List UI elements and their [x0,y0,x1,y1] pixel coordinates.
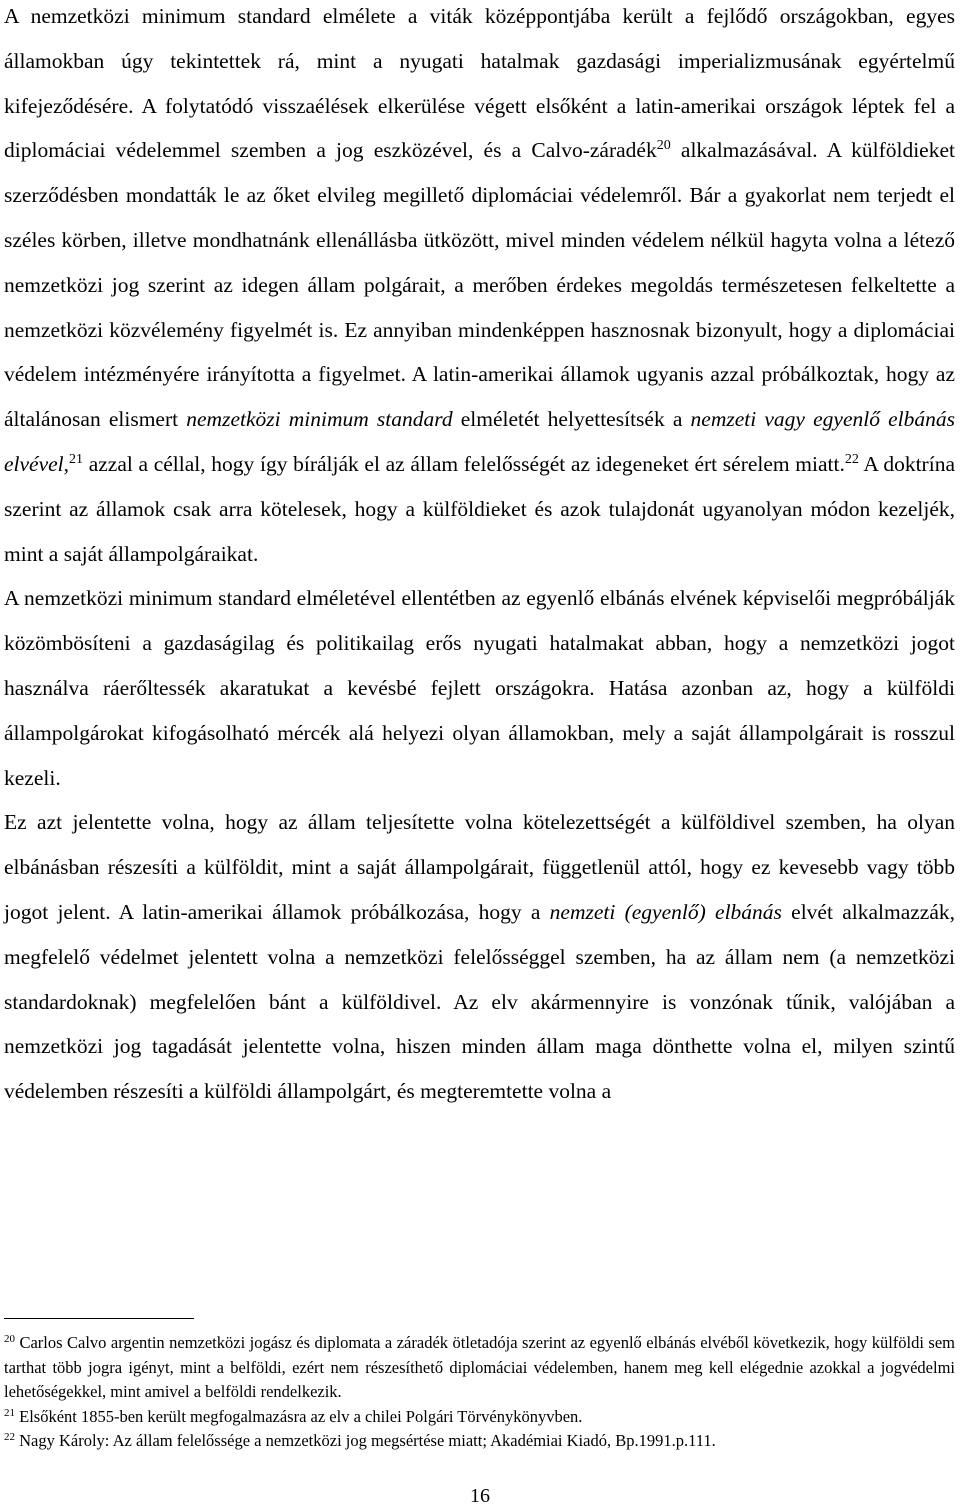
body-text [4,0,955,1114]
footnote-reference: 22 [844,451,859,467]
footnote-number: 20 [4,1333,15,1345]
paragraph-text: azzal a céllal, hogy így bírálják el az állam felelősségét az idegeneket ért sérelem miatt. [83,451,845,476]
footnotes [4,1331,955,1454]
body-paragraph [4,800,955,1114]
footnote-reference: 21 [69,451,84,467]
footnote-text: Elsőként 1855-ben került megfogalmazásra az elv a chilei Polgári Törvénykönyvben. [15,1406,583,1426]
footnote-text: Carlos Calvo argentin nemzetközi jogász és diplomata a záradék ötletadója szerint az egyenlő elbánás elvéből következik, hogy külföldi sem tarthat több jogra igényt, mint a belföldi, ezért nem részesíthető diplomáciai védelemben, hanem meg kell elégednie azokkal a jogvédelmi lehetőségekkel, mint amivel a belföldi rendelkezik. [4,1333,955,1401]
body-paragraph [4,0,955,576]
footnote-number: 21 [4,1406,15,1419]
paragraph-text: A doktrína szerint az államok csak arra kötelesek, hogy a külföldieket és azok tulajdonát ugyanolyan módon kezeljék, mint a saját állampolgáraikat. [4,451,955,566]
paragraph-text: elvét alkalmazzák, megfelelő védelmet jelentett volna a nemzetközi felelősséggel szemben, ha az állam nem (a nemzetközi standardoknak) megfelelően bánt a külföldivel. Az elv akármennyire is vonzónak tűnik, valójában a nemzetközi jog tagadását jelentette volna, hiszen minden állam maga dönthette volna el, milyen szintű védelemben részesíti a külföldi állampolgárt, és megteremtette volna a [4,899,955,1104]
page-number: 16 [470,1485,490,1507]
emphasized-text: nemzeti (egyenlő) elbánás [549,899,782,924]
paragraph-text: A nemzetközi minimum standard elmélete a viták középpontjába került a fejlődő országokban, egyes államokban úgy tekintettek rá, mint a nyugati hatalmak gazdasági imperializmusának egyértelmű kifejeződésére. A folytatódó visszaélések elkerülése végett elsőként a latin-amerikai országok léptek fel a diplomáciai védelemmel szemben a jog eszközével, és a Calvo-záradék [4,4,955,163]
footnote-number: 22 [4,1431,15,1443]
footnote-reference: 20 [656,138,671,154]
emphasized-text: nemzeti vagy egyenlő elbánás elvével [4,407,955,476]
body-paragraph [4,576,955,800]
footnote [4,1331,955,1405]
paragraph-text: alkalmazásával. A külföldieket szerződésben mondatták le az őket elvileg megillető diplomáciai védelemről. Bár a gyakorlat nem terjedt el széles körben, illetve mondhatnánk ellenállásba ütközött, mivel minden védelem nélkül hagyta volna a létező nemzetközi jog szerint az idegen állam polgárait, a merőben érdekes megoldás természetesen felkeltette a nemzetközi közvélemény figyelmét is. Ez annyiban mindenképpen hasznosnak bizonyult, hogy a diplomáciai védelem intézményére irányította a figyelmet. A latin-amerikai államok ugyanis azzal próbálkoztak, hogy az általánosan elismert [4,138,955,432]
paragraph-text: elméletét helyettesítsék a [452,407,691,432]
paragraph-text: Ez azt jelentette volna, hogy az állam teljesítette volna kötelezettségét a külföldivel szemben, ha olyan elbánásban részesíti a külföldit, mint a saját állampolgárait, függetlenül attól, hogy ez kevesebb vagy több jogot jelent. A latin-amerikai államok próbálkozása, hogy a [4,810,955,924]
footnote [4,1429,955,1454]
emphasized-text: nemzetközi minimum standard [186,407,453,432]
paragraph-text: A nemzetközi minimum standard elméletével ellentétben az egyenlő elbánás elvének képviselői megpróbálják közömbösíteni a gazdaságilag és politikailag erős nyugati hatalmakat abban, hogy a nemzetközi jogot használva ráerőltessék akaratukat a kevésbé fejlett országokra. Hatása azonban az, hogy a külföldi állampolgárokat kifogásolható mércék alá helyezi olyan államokban, mely a saját állampolgárait is rosszul kezeli. [4,586,955,790]
footnote-text: Nagy Károly: Az állam felelőssége a nemzetközi jog megsértése miatt; Akadémiai Kiadó, Bp.1991.p.111. [15,1431,716,1450]
paragraph-text: , [63,451,70,476]
footnote-divider [4,1318,194,1319]
footnote [4,1405,955,1430]
